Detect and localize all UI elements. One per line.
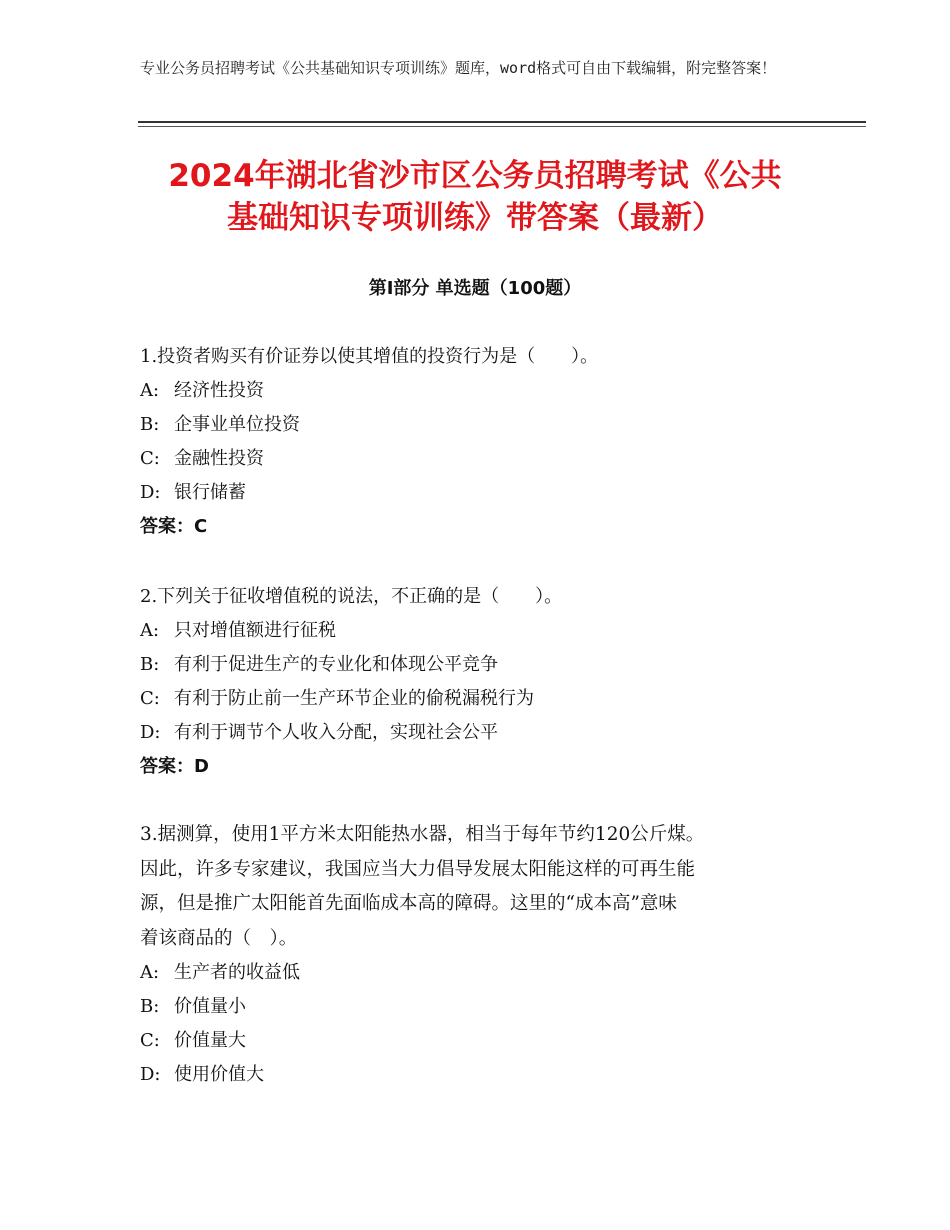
option-c xyxy=(140,1024,820,1058)
question-2 xyxy=(140,580,820,784)
option-b xyxy=(140,408,820,442)
question-stem: 2.下列关于征收增值税的说法，不正确的是（ ）。 xyxy=(140,586,563,607)
header-note: 专业公务员招聘考试《公共基础知识专项训练》题库，word格式可自由下载编辑，附完整答案！ xyxy=(140,59,777,77)
question-stem-line-3: 源，但是推广太阳能首先面临成本高的障碍。这里的“成本高”意味 xyxy=(140,893,677,914)
option-text: 价值量大 xyxy=(174,1030,246,1051)
option-letter: D: xyxy=(140,482,161,503)
option-letter: D: xyxy=(140,722,161,743)
option-b xyxy=(140,990,820,1024)
option-a xyxy=(140,614,820,648)
question-stem-line-1: 3.据测算，使用1平方米太阳能热水器，相当于每年节约120公斤煤。 xyxy=(140,824,705,845)
option-c xyxy=(140,682,820,716)
option-d xyxy=(140,476,820,510)
option-letter: A: xyxy=(140,962,160,983)
option-text: 银行储蓄 xyxy=(174,482,246,503)
option-b xyxy=(140,648,820,682)
option-text: 只对增值额进行征税 xyxy=(174,620,336,641)
question-3 xyxy=(140,818,820,1092)
option-letter: C: xyxy=(140,448,160,469)
option-text: 有利于防止前一生产环节企业的偷税漏税行为 xyxy=(174,688,534,709)
answer-line: 答案：D xyxy=(140,756,209,777)
answer-line: 答案：C xyxy=(140,516,208,537)
option-text: 金融性投资 xyxy=(174,448,264,469)
option-letter: B: xyxy=(140,996,160,1017)
option-text: 有利于促进生产的专业化和体现公平竞争 xyxy=(174,654,498,675)
header-divider-thick xyxy=(138,121,866,123)
option-text: 生产者的收益低 xyxy=(174,962,300,983)
option-a xyxy=(140,374,820,408)
header-divider-thin xyxy=(138,126,866,127)
option-letter: C: xyxy=(140,1030,160,1051)
document-title-line-2: 基础知识专项训练》带答案（最新） xyxy=(227,200,723,236)
option-letter: A: xyxy=(140,380,160,401)
option-letter: C: xyxy=(140,688,160,709)
option-d xyxy=(140,1058,820,1092)
question-stem-line-4: 着该商品的（ ）。 xyxy=(140,927,298,949)
option-letter: A: xyxy=(140,620,160,641)
option-letter: B: xyxy=(140,654,160,675)
option-letter: D: xyxy=(140,1064,161,1085)
document-title xyxy=(120,155,830,239)
option-text: 有利于调节个人收入分配，实现社会公平 xyxy=(174,722,498,743)
option-text: 企事业单位投资 xyxy=(174,414,300,435)
question-1 xyxy=(140,340,820,544)
question-stem-line-2: 因此，许多专家建议，我国应当大力倡导发展太阳能这样的可再生能 xyxy=(140,858,696,880)
option-d xyxy=(140,716,820,750)
option-c xyxy=(140,442,820,476)
option-text: 使用价值大 xyxy=(174,1064,264,1085)
option-text: 经济性投资 xyxy=(174,380,264,401)
document-title-line-1: 2024年湖北省沙市区公务员招聘考试《公共 xyxy=(168,158,782,194)
option-letter: B: xyxy=(140,414,160,435)
question-stem: 1.投资者购买有价证券以使其增值的投资行为是（ ）。 xyxy=(140,346,599,367)
option-a xyxy=(140,956,820,990)
option-text: 价值量小 xyxy=(174,996,246,1017)
section-heading: 第Ⅰ部分 单选题（100题） xyxy=(368,278,582,299)
